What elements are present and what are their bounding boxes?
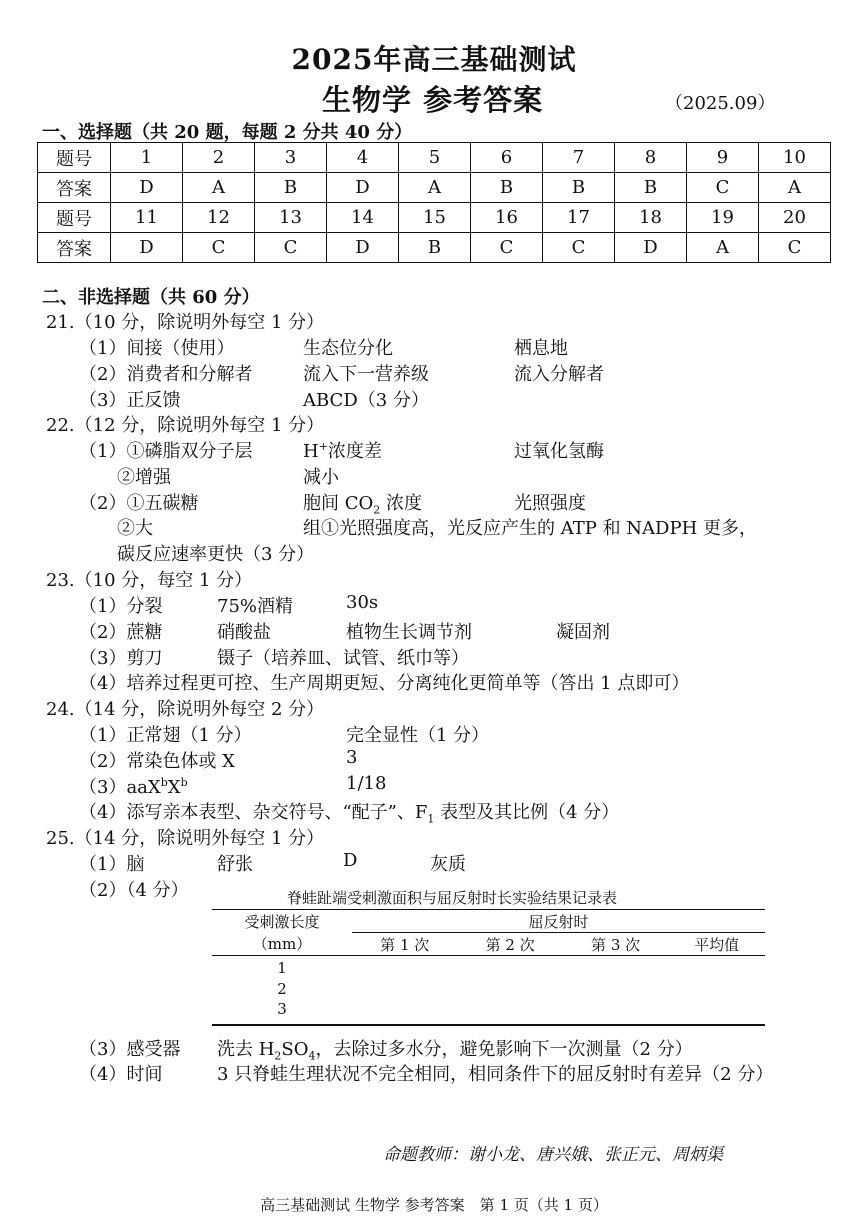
table-cell: 9 [687, 143, 759, 173]
table-cell: 7 [543, 143, 615, 173]
q25-answer: 3 只脊蛙生理状况不完全相同，相同条件下的屈反射时有差异（2 分） [217, 1064, 774, 1085]
table-cell: 17 [543, 203, 615, 233]
table-cell: 3 [255, 143, 327, 173]
q23-answer: （2）蔗糖 [79, 622, 163, 643]
header-cell: （mm） [212, 933, 352, 956]
q25-answer: D [343, 850, 358, 871]
row-label: 答案 [38, 233, 111, 263]
table-header-row [212, 910, 765, 933]
q22-answer: 组①光照强度高，光反应产生的 ATP 和 NADPH 更多， [303, 518, 758, 539]
table-cell: D [327, 233, 399, 263]
record-table [212, 909, 765, 1026]
table-cell: C [471, 233, 543, 263]
table-header-row [212, 933, 765, 956]
q21-answer: （1）间接（使用） [79, 338, 235, 359]
q24-answer: （1）正常翅（1 分） [79, 725, 252, 746]
table-cell: D [327, 173, 399, 203]
table-cell [457, 1000, 562, 1025]
table-cell [668, 956, 765, 979]
q24-answer: （4）添写亲本表型、杂交符号、“配子”、$F_1$ 表型及其比例（4 分） [79, 802, 620, 826]
q21-answer: 流入分解者 [514, 364, 604, 385]
table-cell: 6 [471, 143, 543, 173]
q22-answer: 碳反应速率更快（3 分） [117, 544, 315, 565]
table-cell [668, 978, 765, 1000]
table-row [212, 956, 765, 979]
table-cell: 4 [327, 143, 399, 173]
q22-answer: 胞间 $CO_2$ 浓度 [303, 493, 422, 517]
q23-answer: 凝固剂 [556, 622, 610, 643]
table-cell: D [111, 173, 183, 203]
q24-heading: 24.（14 分，除说明外每空 2 分） [46, 699, 325, 720]
table-row [38, 233, 831, 263]
table-cell [352, 978, 457, 1000]
table-cell: B [255, 173, 327, 203]
header-cell: 第 3 次 [563, 933, 668, 956]
authors-note: 命题教师：谢小龙、唐兴娥、张正元、周炳渠 [383, 1145, 723, 1165]
q25-heading: 25.（14 分，除说明外每空 1 分） [46, 828, 325, 849]
q21-answer: ABCD（3 分） [303, 390, 429, 411]
answer-table [37, 142, 831, 263]
table-cell: D [111, 233, 183, 263]
section1-heading: 一、选择题（共 20 题，每题 2 分共 40 分） [42, 122, 413, 143]
table-cell: A [183, 173, 255, 203]
table-cell: 19 [687, 203, 759, 233]
q23-answer: 植物生长调节剂 [346, 622, 472, 643]
table-cell: 18 [615, 203, 687, 233]
table-cell [668, 1000, 765, 1025]
q23-answer: 75%酒精 [217, 596, 294, 617]
table-cell: 20 [759, 203, 831, 233]
table-cell: C [543, 233, 615, 263]
table-row [38, 173, 831, 203]
q24-answer: 1/18 [346, 773, 387, 794]
table-cell: B [399, 233, 471, 263]
q23-answer: 硝酸盐 [217, 622, 271, 643]
table-cell: 1 [277, 959, 287, 977]
q22-heading: 22.（12 分，除说明外每空 1 分） [46, 415, 325, 436]
q21-answer: （3）正反馈 [79, 390, 181, 411]
record-table-caption: 脊蛙趾端受刺激面积与屈反射时长实验结果记录表 [287, 889, 618, 907]
q23-answer: （1）分裂 [79, 596, 163, 617]
q24-answer: 3 [346, 747, 358, 768]
q22-answer: H+浓度差 [303, 440, 382, 462]
table-cell: C [759, 233, 831, 263]
table-cell: C [687, 173, 759, 203]
table-cell [457, 956, 562, 979]
q21-answer: 生态位分化 [303, 338, 393, 359]
table-cell: C [255, 233, 327, 263]
table-cell: A [399, 173, 471, 203]
table-cell: 13 [255, 203, 327, 233]
table-cell [457, 978, 562, 1000]
q22-answer: （2）①五碳糖 [79, 493, 199, 514]
q24-answer: （2）常染色体或 X [79, 751, 235, 772]
header-cell: 屈反射时 [352, 910, 765, 933]
table-row [38, 203, 831, 233]
q22-answer: ②大 [117, 518, 153, 539]
q25-answer: 灰质 [430, 854, 466, 875]
page-footer: 高三基础测试 生物学 参考答案 第 1 页（共 1 页） [260, 1196, 608, 1214]
q22-answer: 光照强度 [514, 493, 586, 514]
table-cell: B [615, 173, 687, 203]
q21-answer: （2）消费者和分解者 [79, 364, 253, 385]
table-cell: 3 [212, 1000, 352, 1025]
table-cell: A [687, 233, 759, 263]
table-cell: 10 [759, 143, 831, 173]
table-cell: 5 [399, 143, 471, 173]
q25-answer: 洗去 $H_2SO_4$，去除过多水分，避免影响下一次测量（2 分） [217, 1039, 693, 1063]
header-cell: 第 2 次 [457, 933, 562, 956]
q25-answer: 舒张 [217, 854, 253, 875]
table-cell [352, 1000, 457, 1025]
page-subtitle: 生物学 参考答案 [322, 83, 544, 117]
page-title: 2025年高三基础测试 [291, 43, 577, 76]
q25-answer: （4）时间 [79, 1064, 163, 1085]
q23-answer: （3）剪刀 [79, 648, 163, 669]
table-cell [563, 978, 668, 1000]
q25-answer: （3）感受器 [79, 1039, 181, 1060]
q25-answer: （1）脑 [79, 854, 145, 875]
table-cell: C [183, 233, 255, 263]
table-cell [563, 956, 668, 979]
table-cell: 2 [183, 143, 255, 173]
q23-answer: （4）培养过程更可控、生产周期更短、分离纯化更简单等（答出 1 点即可） [79, 673, 690, 694]
table-cell: A [759, 173, 831, 203]
table-cell: 16 [471, 203, 543, 233]
row-label: 答案 [38, 173, 111, 203]
table-cell [352, 956, 457, 979]
table-cell: 14 [327, 203, 399, 233]
q24-answer: $(3)aaX^bX^b$ [79, 776, 188, 798]
header-cell: 第 1 次 [352, 933, 457, 956]
table-cell: B [543, 173, 615, 203]
q25-answer: （2）（4 分） [79, 880, 189, 901]
q24-answer: 完全显性（1 分） [346, 725, 490, 746]
table-cell: 1 [111, 143, 183, 173]
q22-answer: （1）①磷脂双分子层 [79, 441, 253, 462]
table-cell: 8 [615, 143, 687, 173]
table-row [212, 978, 765, 1000]
table-row [38, 143, 831, 173]
row-label: 题号 [38, 203, 111, 233]
row-label: 题号 [38, 143, 111, 173]
table-cell: 12 [183, 203, 255, 233]
table-cell: 11 [111, 203, 183, 233]
q21-answer: 流入下一营养级 [303, 364, 429, 385]
q22-answer: 过氧化氢酶 [514, 441, 604, 462]
table-row [212, 1000, 765, 1025]
q22-answer: 减小 [303, 467, 339, 488]
q22-answer: ②增强 [117, 467, 171, 488]
table-cell: B [471, 173, 543, 203]
table-cell: 15 [399, 203, 471, 233]
table-cell: D [615, 233, 687, 263]
header-cell: 平均值 [668, 933, 765, 956]
q21-answer: 栖息地 [514, 338, 568, 359]
header-cell: 受刺激长度 [212, 910, 352, 933]
table-cell: 2 [277, 980, 287, 998]
q23-answer: 30s [346, 592, 379, 613]
q23-answer: 镊子（培养皿、试管、纸巾等） [217, 648, 469, 669]
table-cell [563, 1000, 668, 1025]
q21-heading: 21.（10 分，除说明外每空 1 分） [46, 312, 325, 333]
q23-heading: 23.（10 分，每空 1 分） [46, 570, 253, 591]
exam-date: （2025.09） [665, 93, 776, 114]
section2-heading: 二、非选择题（共 60 分） [42, 287, 260, 308]
